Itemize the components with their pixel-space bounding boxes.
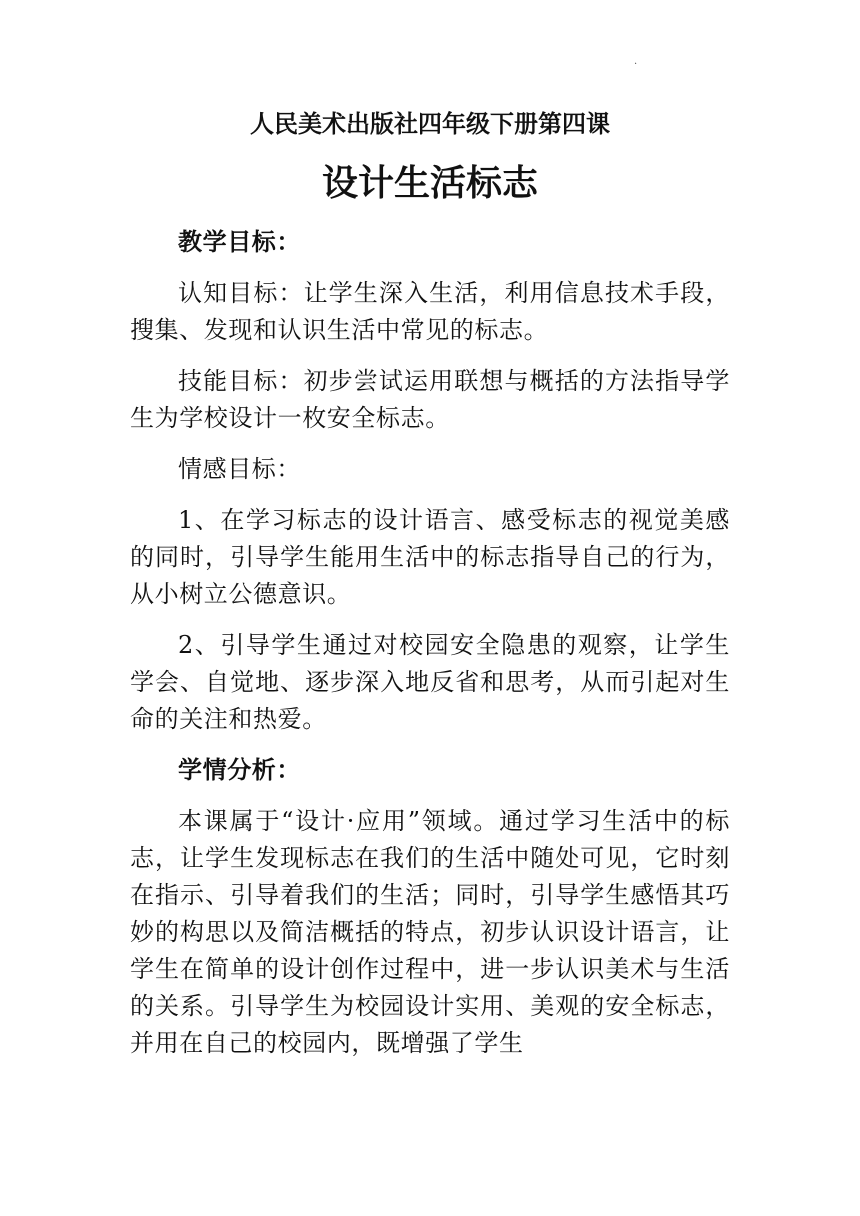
corner-mark: . <box>634 56 638 67</box>
paragraph: 1、在学习标志的设计语言、感受标志的视觉美感的同时，引导学生能用生活中的标志指导自己的行为，从小树立公德意识。 <box>130 506 730 608</box>
paragraph: 本课属于“设计·应用”领域。通过学习生活中的标志，让学生发现标志在我们的生活中随处可见，它时刻在指示、引导着我们的生活；同时，引导学生感悟其巧妙的构思以及简洁概括的特点，初步认识设计语言，让学生在简单的设计创作过程中，进一步认识美术与生活的关系。引导学生为校园设计实用、美观的安全标志，并用在自己的校园内，既增强了学生 <box>130 807 730 1057</box>
document-body <box>130 224 730 1076</box>
document-title: 设计生活标志 <box>321 163 538 204</box>
section-heading: 教学目标： <box>178 228 301 256</box>
section-heading: 学情分析： <box>178 756 301 784</box>
paragraph: 认知目标：让学生深入生活，利用信息技术手段，搜集、发现和认识生活中常见的标志。 <box>130 279 730 344</box>
paragraph: 2、引导学生通过对校园安全隐患的观察，让学生学会、自觉地、逐步深入地反省和思考，从而引起对生命的关注和热爱。 <box>130 631 730 733</box>
paragraph: 技能目标：初步尝试运用联想与概括的方法指导学生为学校设计一枚安全标志。 <box>130 367 730 432</box>
paragraph: 情感目标： <box>178 455 301 483</box>
document-subtitle: 人民美术出版社四年级下册第四课 <box>250 110 610 138</box>
